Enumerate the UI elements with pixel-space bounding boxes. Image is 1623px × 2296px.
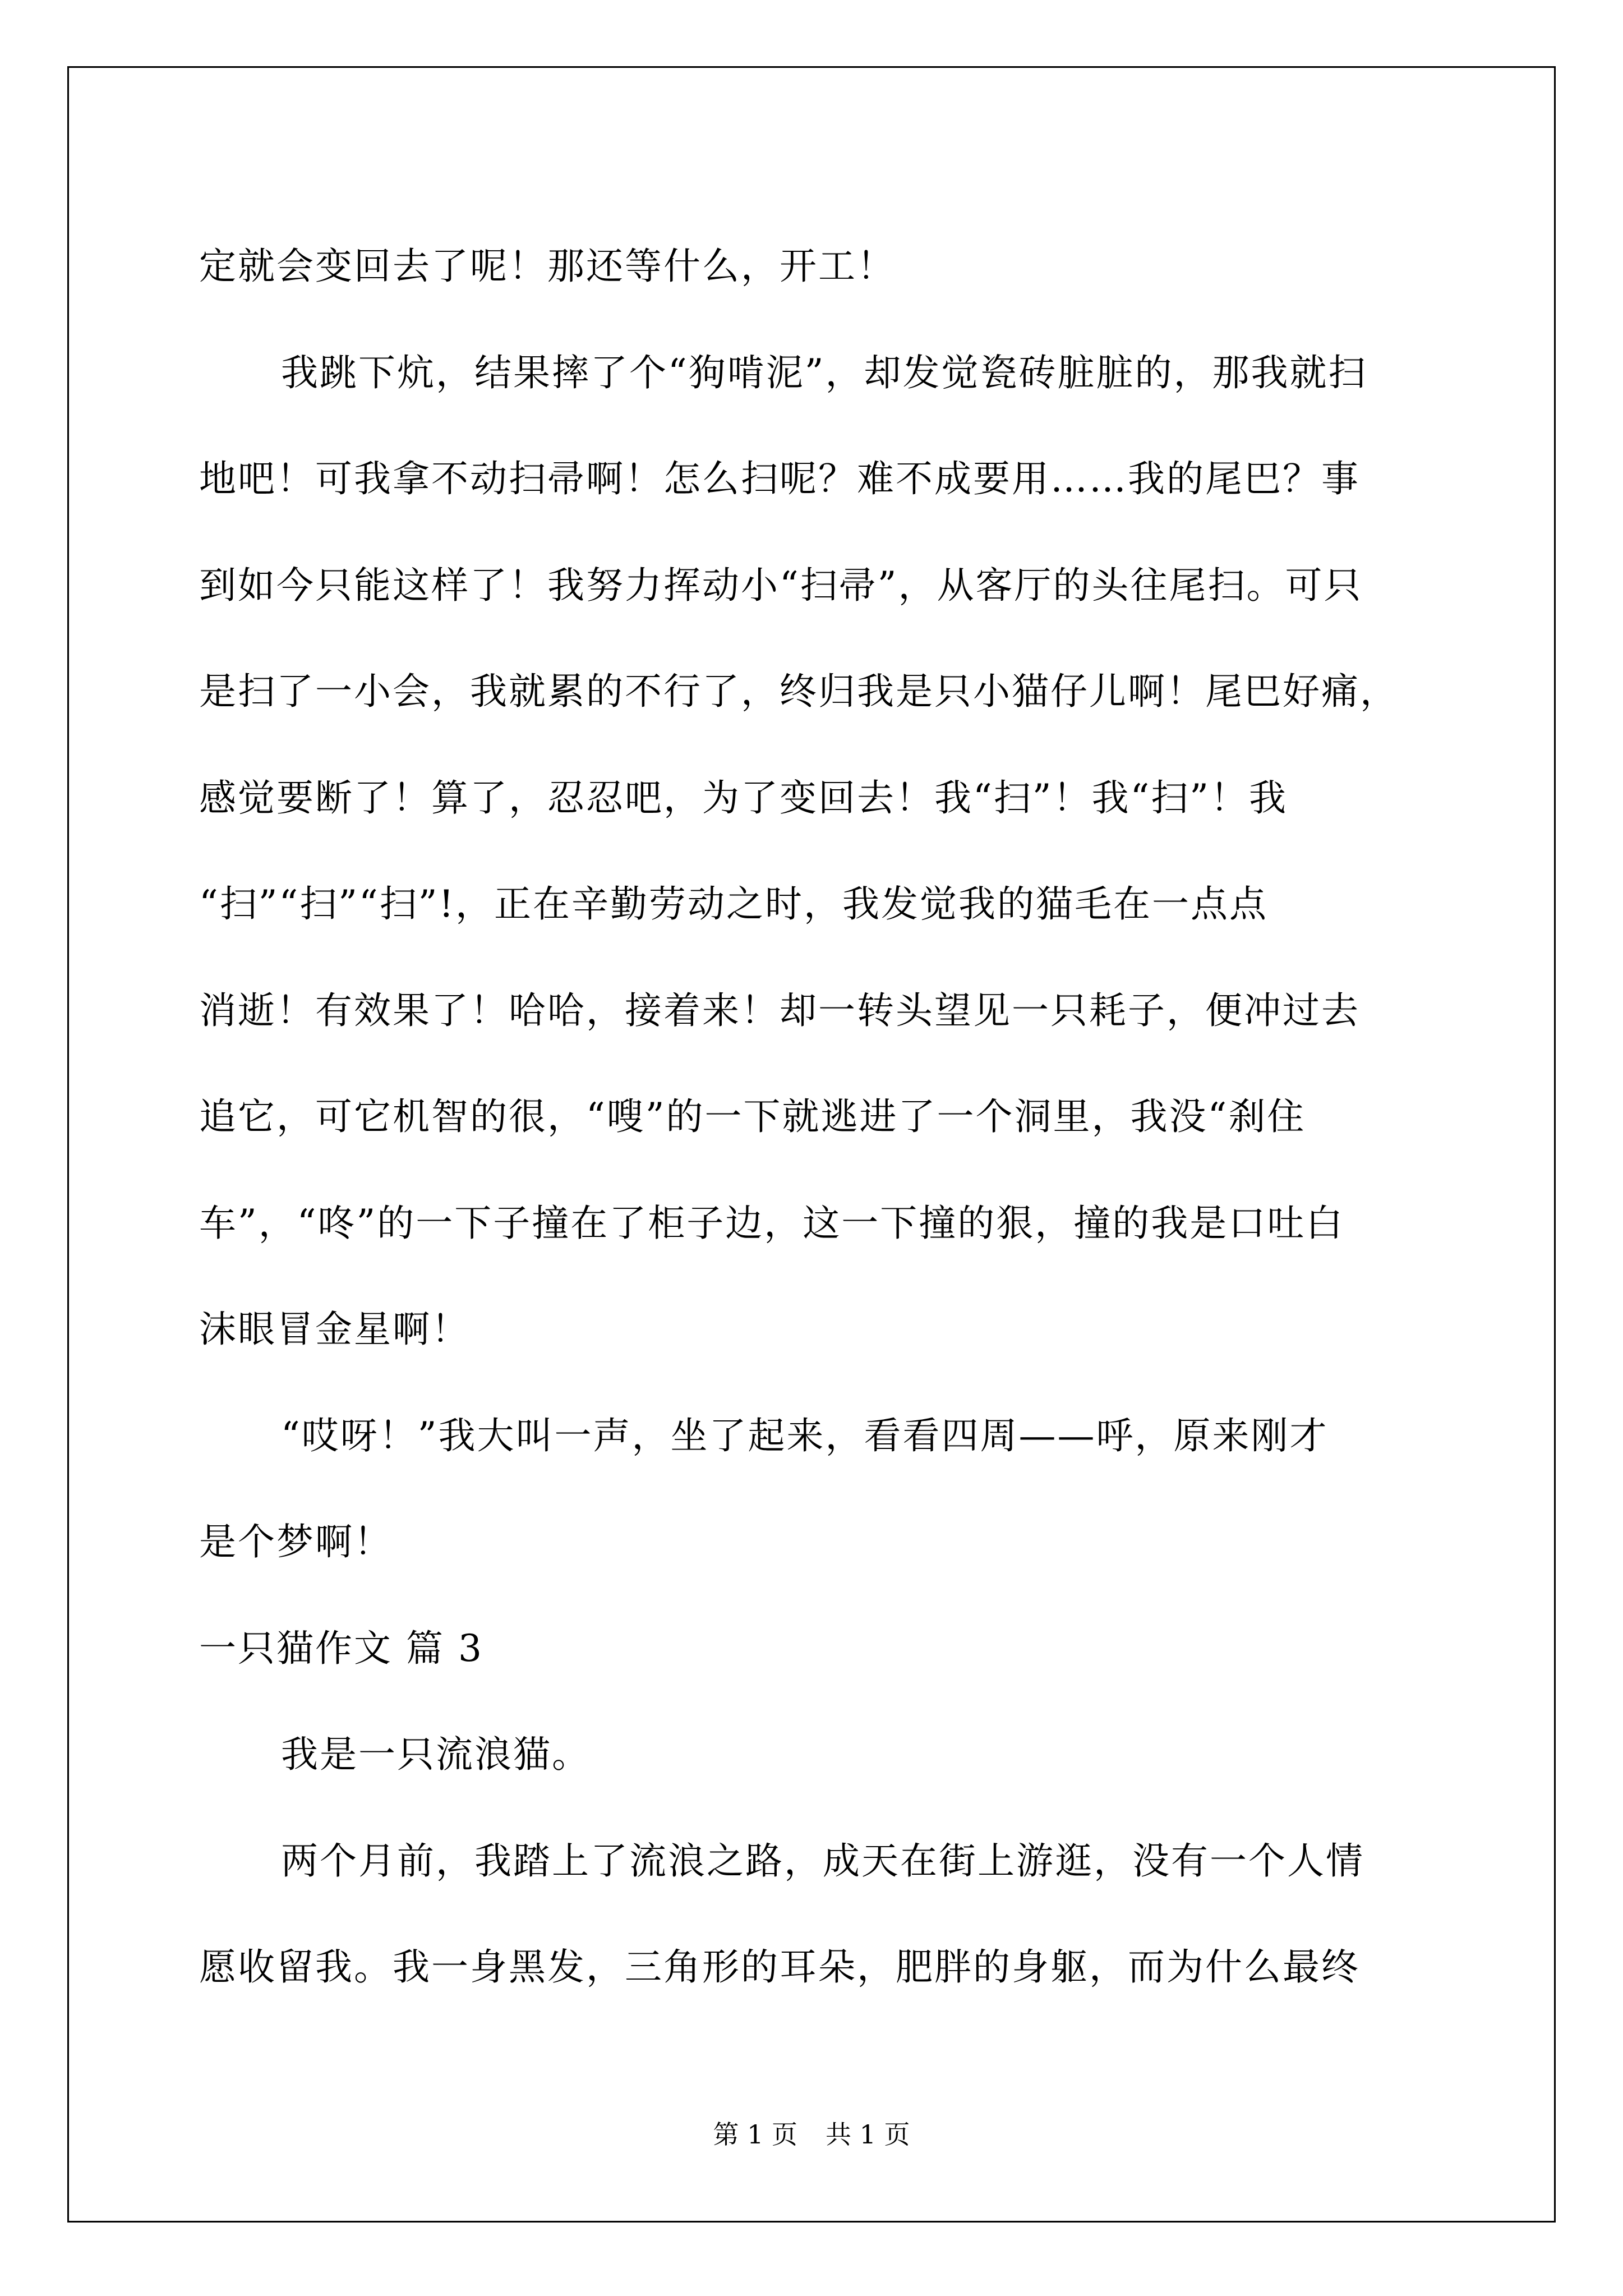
text-line: 地吧！可我拿不动扫帚啊！怎么扫呢？难不成要用……我的尾巴？事 [199,457,1360,500]
text-line: 沫眼冒金星啊！ [199,1308,470,1351]
text-line: 是扫了一小会，我就累的不行了，终归我是只小猫仔儿啊！尾巴好痛， [199,670,1399,713]
text-line: 追它，可它机智的很，“嗖”的一下就逃进了一个洞里，我没“刹住 [199,1095,1306,1138]
page-total: 共 1 页 [826,2119,910,2150]
paragraph-start: 两个月前，我踏上了流浪之路，成天在街上游逛，没有一个人情 [281,1839,1364,1883]
paragraph-start: “哎呀！”我大叫一声，坐了起来，看看四周——呼，原来刚才 [281,1414,1329,1457]
text-line: 消逝！有效果了！哈哈，接着来！却一转头望见一只耗子，便冲过去 [199,988,1360,1032]
text-line: 是个梦啊！ [199,1520,393,1563]
text-line: “扫”“扫”“扫”!，正在辛勤劳动之时，我发觉我的猫毛在一点点 [199,882,1268,926]
text-line: 到如今只能这样了！我努力挥动小“扫帚”，从客厅的头往尾扫。可只 [199,563,1363,607]
text-line: 感觉要断了！算了，忍忍吧，为了变回去！我“扫”！我“扫”！我 [199,776,1288,820]
paragraph-start: 我是一只流浪猫。 [281,1733,591,1776]
page-footer [0,2118,1623,2151]
text-line: 愿收留我。我一身黑发，三角形的耳朵，肥胖的身躯，而为什么最终 [199,1945,1360,1989]
document-body [199,213,1444,2021]
text-line: 车”，“咚”的一下子撞在了柜子边，这一下撞的狠，撞的我是口吐白 [199,1201,1345,1245]
page-number: 第 1 页 [713,2119,797,2150]
paragraph-start: 我跳下炕，结果摔了个“狗啃泥”，却发觉瓷砖脏脏的，那我就扫 [281,351,1367,394]
text-line: 定就会变回去了呢！那还等什么，开工！ [199,245,896,288]
section-heading: 一只猫作文 篇 3 [199,1626,483,1670]
